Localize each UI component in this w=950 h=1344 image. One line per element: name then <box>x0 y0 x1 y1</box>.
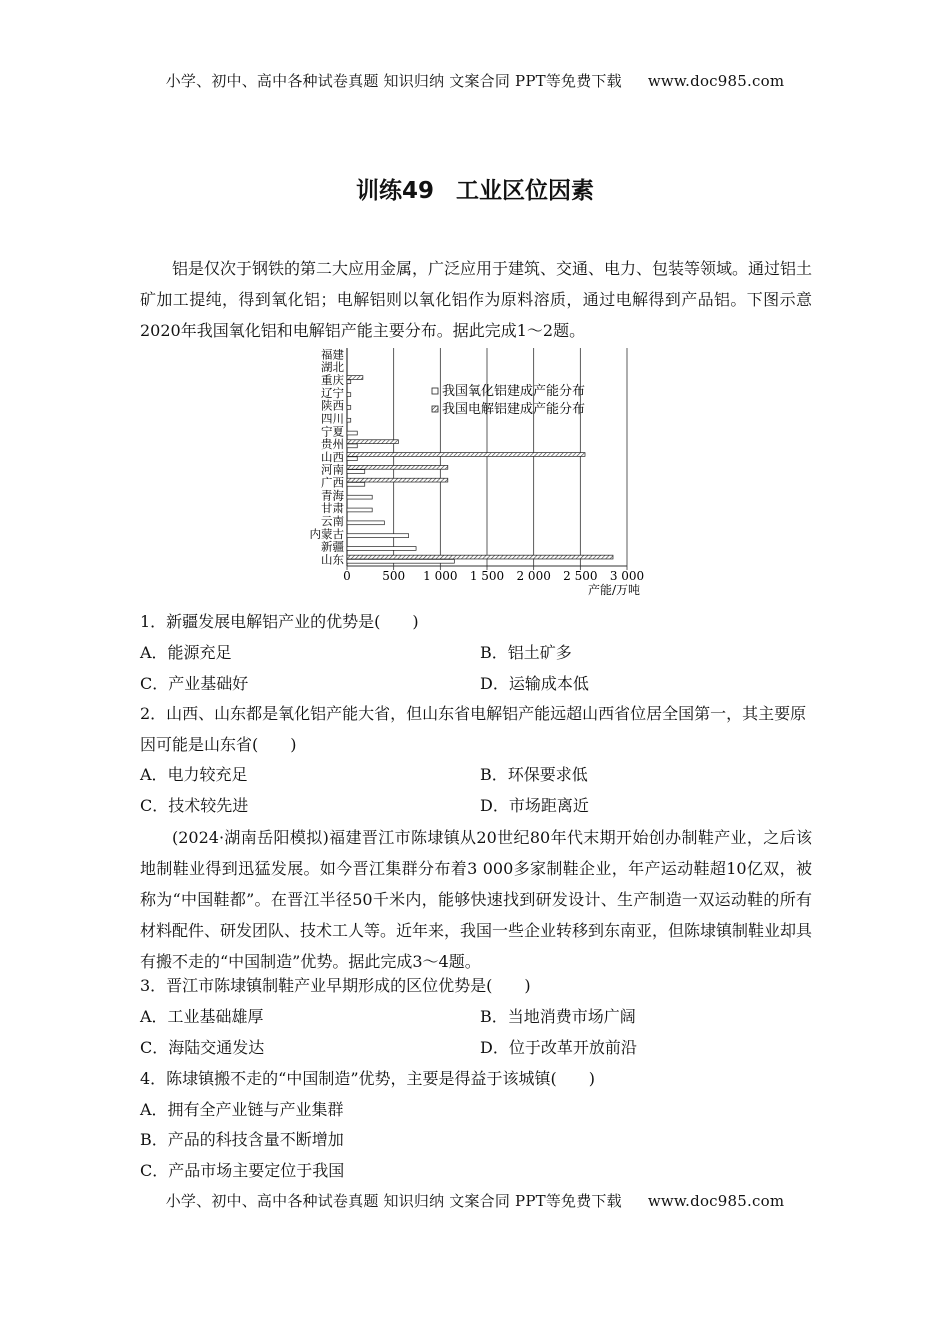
bar-electrolytic-河南 <box>347 470 365 474</box>
page-header <box>0 70 950 91</box>
tick-label: 1 000 <box>423 569 458 583</box>
chart-tick-labels <box>343 569 644 583</box>
chart-category-labels <box>310 347 345 566</box>
chart-legend <box>432 383 585 417</box>
tick-label: 500 <box>382 569 406 583</box>
q2-option-c[interactable]: C．技术较先进 <box>140 796 249 815</box>
category-label: 宁夏 <box>321 424 344 439</box>
category-label: 重庆 <box>321 372 344 387</box>
bar-electrolytic-陕西 <box>347 405 351 409</box>
category-label: 内蒙古 <box>309 526 344 541</box>
legend-label-electrolytic: 我国电解铝建成产能分布 <box>442 402 586 417</box>
footer-text: 小学、初中、高中各种试卷真题 知识归纳 文案合同 PPT等免费下载 <box>165 1192 622 1210</box>
category-label: 四川 <box>321 411 344 426</box>
q3-option-b[interactable]: B．当地消费市场广阔 <box>480 1007 636 1026</box>
intro-paragraph-aluminum: 铝是仅次于钢铁的第二大应用金属，广泛应用于建筑、交通、电力、包装等领域。通过铝土矿加工提纯，得到氧化铝；电解铝则以氧化铝作为原料溶质，通过电解得到产品铝。下图示意2020年我国氧化铝和电解铝产能主要分布。据此完成1～2题。 <box>140 259 813 340</box>
category-label: 辽宁 <box>321 385 344 400</box>
category-label: 山东 <box>321 552 344 567</box>
q3-option-a[interactable]: A．工业基础雄厚 <box>140 1007 264 1026</box>
category-label: 山西 <box>321 449 344 464</box>
q1-option-c[interactable]: C．产业基础好 <box>140 674 249 693</box>
bar-alumina-山东 <box>347 555 613 559</box>
tick-label: 0 <box>343 569 351 583</box>
bar-electrolytic-辽宁 <box>347 393 351 397</box>
bar-alumina-河南 <box>347 465 448 469</box>
title-topic: 工业区位因素 <box>456 178 594 204</box>
category-label: 甘肃 <box>321 501 344 516</box>
q3-option-d[interactable]: D．位于改革开放前沿 <box>480 1038 637 1057</box>
question-4-stem: 4．陈埭镇搬不走的“中国制造”优势，主要是得益于该城镇( ) <box>140 1069 596 1088</box>
bar-alumina-山西 <box>347 453 585 457</box>
category-label: 新疆 <box>321 539 344 554</box>
bar-electrolytic-广西 <box>347 482 365 486</box>
bar-alumina-广西 <box>347 478 448 482</box>
question-2-stem: 2．山西、山东都是氧化铝产能大省，但山东省电解铝产能远超山西省位居全国第一，其主要原因可能是山东省( ) <box>140 704 807 754</box>
question-1-stem: 1．新疆发展电解铝产业的优势是( ) <box>140 612 419 631</box>
bar-electrolytic-宁夏 <box>347 431 357 435</box>
bar-electrolytic-甘肃 <box>347 508 372 512</box>
q1-option-d[interactable]: D．运输成本低 <box>480 674 589 693</box>
q1-option-a[interactable]: A．能源充足 <box>140 643 232 662</box>
category-label: 云南 <box>321 514 344 529</box>
bar-alumina-重庆 <box>347 376 363 380</box>
legend-swatch-electrolytic <box>432 406 438 412</box>
category-label: 福建 <box>321 347 344 362</box>
footer-url[interactable]: www.doc985.com <box>647 1192 785 1210</box>
bar-electrolytic-青海 <box>347 495 372 499</box>
bar-electrolytic-内蒙古 <box>347 534 409 538</box>
bar-electrolytic-云南 <box>347 521 384 525</box>
q1-option-b[interactable]: B．铝土矿多 <box>480 643 572 662</box>
page-footer <box>0 1190 950 1211</box>
legend-swatch-alumina <box>432 388 438 394</box>
category-label: 陕西 <box>321 398 344 413</box>
category-label: 河南 <box>321 462 344 477</box>
tick-label: 2 000 <box>516 569 551 583</box>
tick-label: 3 000 <box>609 569 645 583</box>
category-label: 广西 <box>321 475 344 490</box>
legend-label-alumina: 我国氧化铝建成产能分布 <box>442 384 586 399</box>
question-3-stem: 3．晋江市陈埭镇制鞋产业早期形成的区位优势是( ) <box>140 976 531 995</box>
tick-label: 2 500 <box>563 569 598 583</box>
bar-alumina-贵州 <box>347 440 398 444</box>
category-label: 贵州 <box>321 437 344 452</box>
category-label: 湖北 <box>321 360 344 375</box>
bar-electrolytic-重庆 <box>347 380 351 384</box>
q4-option-b[interactable]: B．产品的科技含量不断增加 <box>140 1130 344 1149</box>
q2-option-a[interactable]: A．电力较充足 <box>140 765 248 784</box>
aluminum-capacity-chart <box>298 340 658 596</box>
q4-option-a[interactable]: A．拥有全产业链与产业集群 <box>140 1100 344 1119</box>
header-url[interactable]: www.doc985.com <box>647 72 785 90</box>
tick-label: 1 500 <box>469 569 505 583</box>
bar-electrolytic-贵州 <box>347 444 357 448</box>
q3-option-c[interactable]: C．海陆交通发达 <box>140 1038 265 1057</box>
title-number: 训练49 <box>355 178 434 204</box>
bar-electrolytic-山东 <box>347 559 454 563</box>
page-title <box>0 172 950 205</box>
q2-option-d[interactable]: D．市场距离近 <box>480 796 589 815</box>
bar-electrolytic-新疆 <box>347 547 416 551</box>
category-label: 青海 <box>321 488 344 503</box>
intro-paragraph-shoes: (2024·湖南岳阳模拟)福建晋江市陈埭镇从20世纪80年代末期开始创办制鞋产业，之后该地制鞋业得到迅猛发展。如今晋江集群分布着3 000多家制鞋企业，年产运动鞋超10亿双，被称为“中国鞋都”。在晋江半径50千米内，能够快速找到研发设计、生产制造一双运动鞋的所有材料配件、研发团队、技术工人等。近年来，我国一些企业转移到东南亚，但陈埭镇制鞋业却具有搬不走的“中国制造”优势。据此完成3～4题。 <box>140 828 813 971</box>
bar-electrolytic-四川 <box>347 418 351 422</box>
q4-option-c[interactable]: C．产品市场主要定位于我国 <box>140 1161 345 1180</box>
bar-electrolytic-山西 <box>347 457 357 461</box>
header-text: 小学、初中、高中各种试卷真题 知识归纳 文案合同 PPT等免费下载 <box>165 72 622 90</box>
q2-option-b[interactable]: B．环保要求低 <box>480 765 588 784</box>
chart-x-axis-label: 产能/万吨 <box>588 583 641 596</box>
